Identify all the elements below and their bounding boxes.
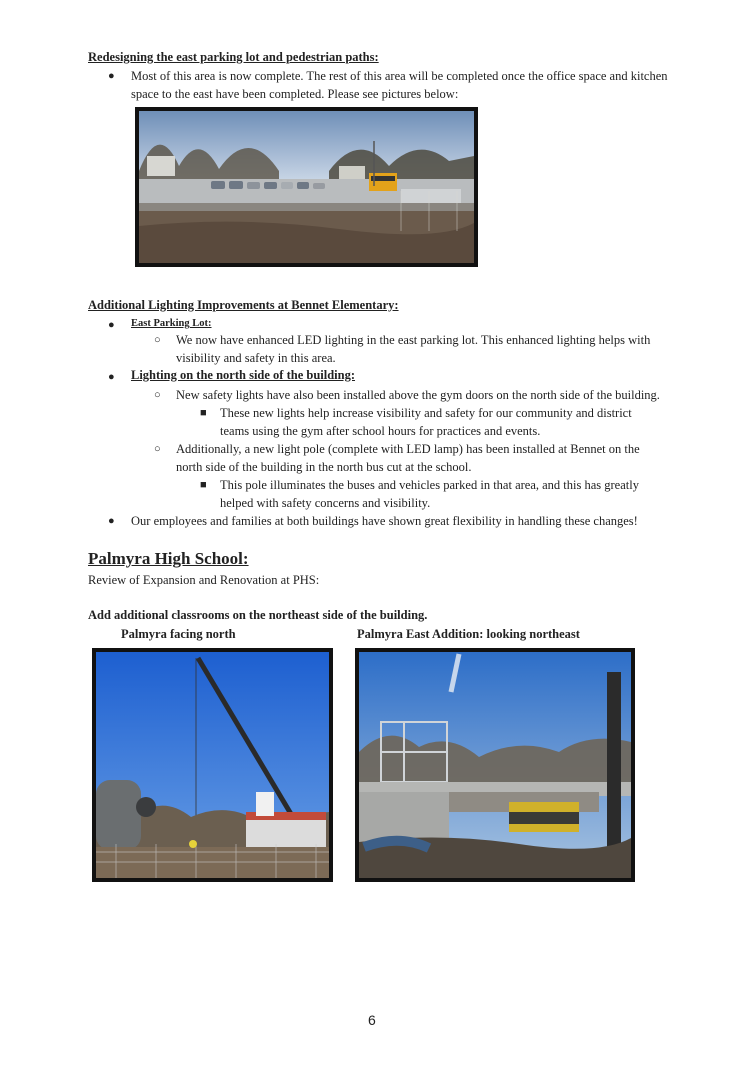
north-lighting-sub2-detail: This pole illuminates the buses and vehicles parked in that area, and this has greatly helped with safety concerns and visibility. — [220, 478, 639, 510]
palmyra-intro: Review of Expansion and Renovation at PHS: — [88, 573, 320, 587]
east-addition-photo — [355, 648, 635, 882]
page-number: 6 — [368, 1012, 376, 1028]
circle-bullet: ○ — [154, 443, 161, 455]
circle-bullet: ○ — [154, 334, 161, 346]
north-lighting-sub2: Additionally, a new light pole (complete with LED lamp) has been installed at Bennet on the north side of the building in the north bus cut at the school. — [176, 442, 640, 474]
square-bullet: ■ — [200, 479, 207, 491]
caption-right: Palmyra East Addition: looking northeast — [357, 627, 580, 641]
section-heading-lighting: Additional Lighting Improvements at Bennet Elementary: — [88, 298, 399, 312]
bullet-dot: ● — [108, 371, 115, 383]
bullet-dot: ● — [108, 70, 115, 82]
east-parking-lot-text: We now have enhanced LED lighting in the east parking lot. This enhanced lighting helps with visibility and safety in this area. — [176, 333, 651, 365]
east-parking-lot-title: East Parking Lot: — [131, 318, 212, 329]
closing-text: Our employees and families at both buildings have shown great flexibility in handling these changes! — [131, 514, 638, 528]
parking-bullet-text: Most of this area is now complete. The rest of this area will be completed once the office space and kitchen space to the east have been completed. Please see pictures below: — [131, 69, 668, 101]
north-lighting-sub1-detail: These new lights help increase visibility and safety for our community and district teams using the gym after school hours for practices and events. — [220, 406, 632, 438]
parking-lot-photo — [135, 107, 478, 267]
caption-left: Palmyra facing north — [121, 627, 236, 641]
crane-photo — [92, 648, 333, 882]
circle-bullet: ○ — [154, 389, 161, 401]
square-bullet: ■ — [200, 407, 207, 419]
bullet-dot: ● — [108, 515, 115, 527]
north-lighting-title: Lighting on the north side of the building: — [131, 368, 356, 382]
north-lighting-sub1: New safety lights have also been installed above the gym doors on the north side of the building. — [176, 388, 660, 402]
palmyra-heading: Palmyra High School: — [88, 549, 249, 568]
bullet-dot: ● — [108, 319, 115, 331]
palmyra-subheading: Add additional classrooms on the northeast side of the building. — [88, 608, 428, 622]
section-heading-parking: Redesigning the east parking lot and pedestrian paths: — [88, 50, 379, 64]
